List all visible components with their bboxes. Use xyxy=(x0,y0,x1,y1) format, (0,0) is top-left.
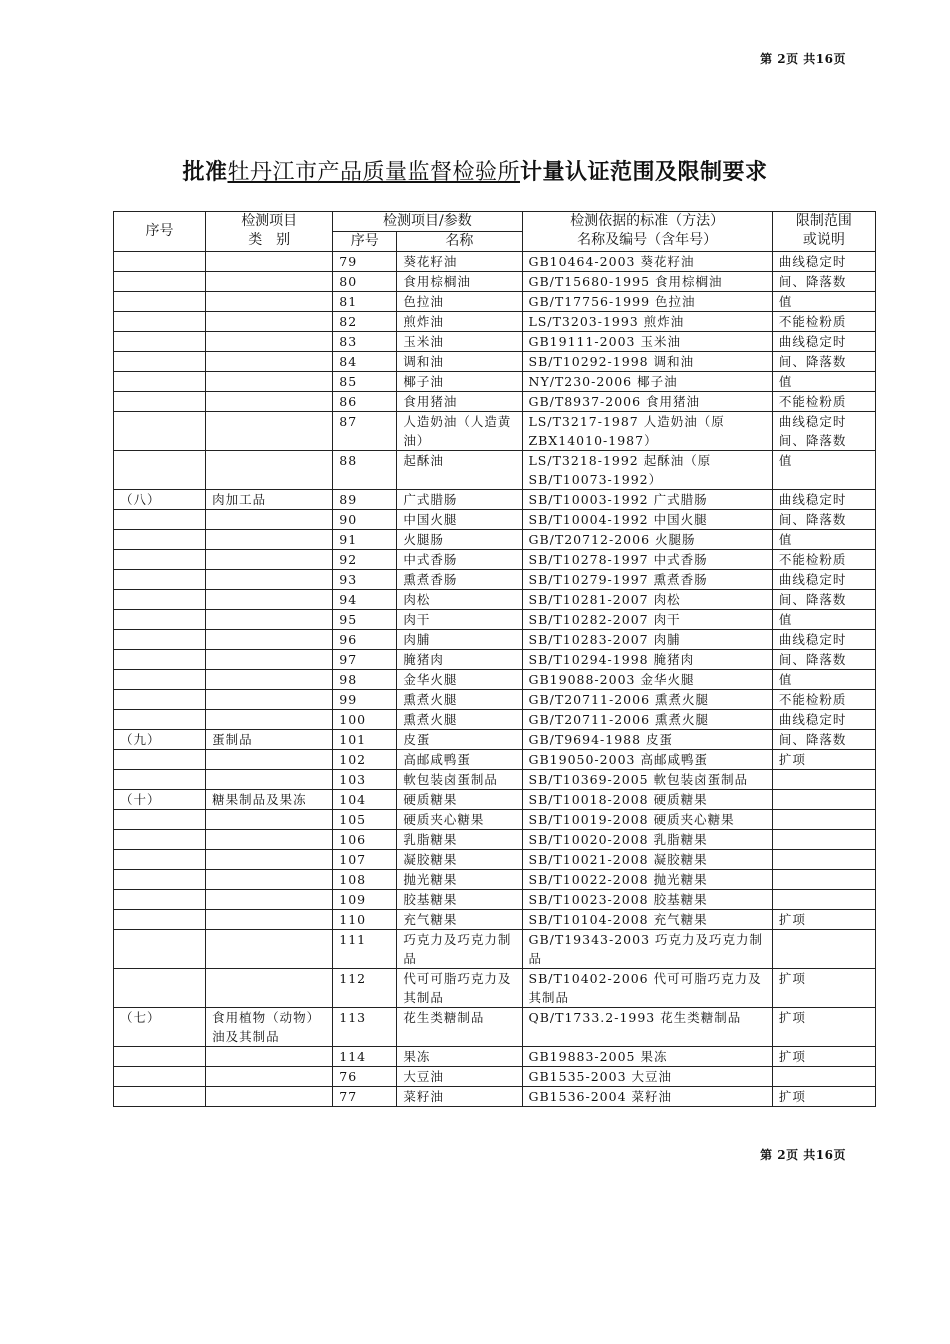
cell-standard: SB/T10021-2008 凝胶糖果 xyxy=(522,850,772,870)
cell-name: 果冻 xyxy=(397,1047,522,1067)
cell-limit: 值 xyxy=(772,530,875,550)
cell-category xyxy=(206,930,333,969)
cell-no: 100 xyxy=(333,710,397,730)
cell-category xyxy=(206,890,333,910)
cell-no: 110 xyxy=(333,910,397,930)
cell-category xyxy=(206,650,333,670)
table-header xyxy=(114,212,876,252)
cell-limit xyxy=(772,810,875,830)
cell-standard: SB/T10292-1998 调和油 xyxy=(522,352,772,372)
cell-name: 乳脂糖果 xyxy=(397,830,522,850)
cell-seq xyxy=(114,930,206,969)
cell-seq xyxy=(114,770,206,790)
cell-no: 91 xyxy=(333,530,397,550)
cell-standard: SB/T10104-2008 充气糖果 xyxy=(522,910,772,930)
cell-name: 金华火腿 xyxy=(397,670,522,690)
cell-seq: （七） xyxy=(114,1008,206,1047)
table-row xyxy=(114,690,876,710)
cell-standard: NY/T230-2006 椰子油 xyxy=(522,372,772,392)
cell-no: 92 xyxy=(333,550,397,570)
cell-limit: 扩项 xyxy=(772,1008,875,1047)
cell-standard: LS/T3217-1987 人造奶油（原 ZBX14010-1987） xyxy=(522,412,772,451)
table-row xyxy=(114,332,876,352)
cell-seq: （九） xyxy=(114,730,206,750)
title-prefix: 批准 xyxy=(182,159,228,185)
cell-no: 114 xyxy=(333,1047,397,1067)
cell-no: 101 xyxy=(333,730,397,750)
cell-limit: 间、降落数 xyxy=(772,590,875,610)
cell-name: 椰子油 xyxy=(397,372,522,392)
cell-category xyxy=(206,392,333,412)
cell-no: 113 xyxy=(333,1008,397,1047)
table-row xyxy=(114,910,876,930)
cell-seq xyxy=(114,352,206,372)
table-row xyxy=(114,372,876,392)
cell-limit: 间、降落数 xyxy=(772,272,875,292)
cell-no: 86 xyxy=(333,392,397,412)
table-row xyxy=(114,392,876,412)
table-row xyxy=(114,1047,876,1067)
cell-limit: 间、降落数 xyxy=(772,510,875,530)
table-row xyxy=(114,292,876,312)
cell-seq xyxy=(114,412,206,451)
cell-category xyxy=(206,252,333,272)
page-number-bottom: 第 2页 共16页 xyxy=(760,1148,846,1162)
cell-no: 107 xyxy=(333,850,397,870)
cell-seq xyxy=(114,690,206,710)
table-row xyxy=(114,252,876,272)
cell-limit: 曲线稳定时 xyxy=(772,490,875,510)
cell-standard: SB/T10020-2008 乳脂糖果 xyxy=(522,830,772,850)
table-row xyxy=(114,570,876,590)
header-seq: 序号 xyxy=(114,212,206,252)
table-row xyxy=(114,1087,876,1107)
cell-category xyxy=(206,372,333,392)
cell-standard: GB/T9694-1988 皮蛋 xyxy=(522,730,772,750)
cell-category xyxy=(206,910,333,930)
cell-name: 肉干 xyxy=(397,610,522,630)
table-row xyxy=(114,490,876,510)
cell-limit: 值 xyxy=(772,451,875,490)
cell-limit: 间、降落数 xyxy=(772,352,875,372)
cell-category xyxy=(206,710,333,730)
table-row xyxy=(114,930,876,969)
cell-no: 89 xyxy=(333,490,397,510)
cell-no: 106 xyxy=(333,830,397,850)
cell-standard: GB/T19343-2003 巧克力及巧克力制品 xyxy=(522,930,772,969)
cell-seq xyxy=(114,650,206,670)
table-row xyxy=(114,510,876,530)
cell-name: 腌猪肉 xyxy=(397,650,522,670)
cell-name: 硬质夹心糖果 xyxy=(397,810,522,830)
certification-table xyxy=(113,211,876,1107)
cell-limit xyxy=(772,850,875,870)
cell-no: 99 xyxy=(333,690,397,710)
cell-standard: SB/T10019-2008 硬质夹心糖果 xyxy=(522,810,772,830)
cell-category xyxy=(206,412,333,451)
page-number-top: 第 2页 共16页 xyxy=(760,52,846,66)
cell-no: 76 xyxy=(333,1067,397,1087)
cell-limit: 值 xyxy=(772,292,875,312)
table-row xyxy=(114,352,876,372)
cell-name: 胶基糖果 xyxy=(397,890,522,910)
cell-no: 88 xyxy=(333,451,397,490)
table-row xyxy=(114,610,876,630)
cell-category xyxy=(206,770,333,790)
cell-standard: GB/T20711-2006 熏煮火腿 xyxy=(522,710,772,730)
title-organization: 牡丹江市产品质量监督检验所 xyxy=(227,160,520,185)
cell-limit: 不能检粉质 xyxy=(772,690,875,710)
cell-standard: GB/T20712-2006 火腿肠 xyxy=(522,530,772,550)
header-standard: 检测依据的标准（方法） 名称及编号（含年号） xyxy=(522,212,772,252)
cell-category xyxy=(206,810,333,830)
cell-limit: 不能检粉质 xyxy=(772,312,875,332)
cell-name: 軟包装卤蛋制品 xyxy=(397,770,522,790)
cell-no: 83 xyxy=(333,332,397,352)
cell-seq xyxy=(114,1067,206,1087)
cell-limit: 值 xyxy=(772,372,875,392)
cell-no: 85 xyxy=(333,372,397,392)
cell-seq xyxy=(114,670,206,690)
cell-standard: GB19111-2003 玉米油 xyxy=(522,332,772,352)
cell-category: 糖果制品及果冻 xyxy=(206,790,333,810)
cell-standard: GB19883-2005 果冻 xyxy=(522,1047,772,1067)
cell-name: 肉松 xyxy=(397,590,522,610)
cell-standard: GB/T15680-1995 食用棕榈油 xyxy=(522,272,772,292)
cell-seq xyxy=(114,1047,206,1067)
cell-name: 巧克力及巧克力制品 xyxy=(397,930,522,969)
table-row xyxy=(114,790,876,810)
cell-category xyxy=(206,272,333,292)
cell-category xyxy=(206,352,333,372)
cell-name: 煎炸油 xyxy=(397,312,522,332)
cell-no: 90 xyxy=(333,510,397,530)
cell-name: 菜籽油 xyxy=(397,1087,522,1107)
table-row xyxy=(114,969,876,1008)
cell-category xyxy=(206,510,333,530)
cell-category xyxy=(206,670,333,690)
cell-name: 大豆油 xyxy=(397,1067,522,1087)
cell-limit: 值 xyxy=(772,670,875,690)
table-row xyxy=(114,850,876,870)
cell-category xyxy=(206,590,333,610)
cell-limit: 曲线稳定时 xyxy=(772,710,875,730)
cell-no: 98 xyxy=(333,670,397,690)
cell-standard: SB/T10022-2008 抛光糖果 xyxy=(522,870,772,890)
cell-limit: 扩项 xyxy=(772,750,875,770)
cell-limit: 不能检粉质 xyxy=(772,392,875,412)
cell-seq xyxy=(114,610,206,630)
cell-standard: GB/T20711-2006 熏煮火腿 xyxy=(522,690,772,710)
cell-limit xyxy=(772,1067,875,1087)
cell-seq xyxy=(114,252,206,272)
cell-no: 84 xyxy=(333,352,397,372)
cell-standard: GB/T17756-1999 色拉油 xyxy=(522,292,772,312)
cell-category xyxy=(206,690,333,710)
cell-limit xyxy=(772,890,875,910)
cell-name: 皮蛋 xyxy=(397,730,522,750)
cell-no: 105 xyxy=(333,810,397,830)
cell-seq xyxy=(114,510,206,530)
cell-seq xyxy=(114,590,206,610)
cell-category xyxy=(206,570,333,590)
table-row xyxy=(114,810,876,830)
cell-no: 80 xyxy=(333,272,397,292)
cell-standard: LS/T3218-1992 起酥油（原 SB/T10073-1992） xyxy=(522,451,772,490)
cell-category xyxy=(206,870,333,890)
cell-seq xyxy=(114,710,206,730)
cell-seq xyxy=(114,890,206,910)
cell-standard: SB/T10294-1998 腌猪肉 xyxy=(522,650,772,670)
cell-limit: 曲线稳定时 xyxy=(772,332,875,352)
cell-limit: 扩项 xyxy=(772,1047,875,1067)
header-category: 检测项目 类 别 xyxy=(206,212,333,252)
cell-category xyxy=(206,1047,333,1067)
cell-seq xyxy=(114,910,206,930)
cell-name: 硬质糖果 xyxy=(397,790,522,810)
cell-no: 97 xyxy=(333,650,397,670)
cell-name: 葵花籽油 xyxy=(397,252,522,272)
cell-seq: （十） xyxy=(114,790,206,810)
cell-standard: SB/T10278-1997 中式香肠 xyxy=(522,550,772,570)
table-row xyxy=(114,870,876,890)
cell-name: 花生类糖制品 xyxy=(397,1008,522,1047)
table-row xyxy=(114,550,876,570)
cell-category: 食用植物（动物）油及其制品 xyxy=(206,1008,333,1047)
cell-name: 中国火腿 xyxy=(397,510,522,530)
cell-no: 81 xyxy=(333,292,397,312)
cell-name: 熏煮火腿 xyxy=(397,690,522,710)
cell-category: 肉加工品 xyxy=(206,490,333,510)
cell-no: 79 xyxy=(333,252,397,272)
cell-standard: SB/T10279-1997 熏煮香肠 xyxy=(522,570,772,590)
cell-standard: GB10464-2003 葵花籽油 xyxy=(522,252,772,272)
cell-seq xyxy=(114,451,206,490)
cell-name: 色拉油 xyxy=(397,292,522,312)
cell-limit xyxy=(772,930,875,969)
cell-seq xyxy=(114,272,206,292)
cell-no: 111 xyxy=(333,930,397,969)
cell-seq xyxy=(114,550,206,570)
cell-category xyxy=(206,292,333,312)
cell-category xyxy=(206,1067,333,1087)
cell-seq xyxy=(114,312,206,332)
table-row xyxy=(114,630,876,650)
cell-category xyxy=(206,1087,333,1107)
cell-no: 94 xyxy=(333,590,397,610)
cell-name: 火腿肠 xyxy=(397,530,522,550)
cell-standard: SB/T10369-2005 軟包装卤蛋制品 xyxy=(522,770,772,790)
cell-name: 肉脯 xyxy=(397,630,522,650)
cell-standard: GB1535-2003 大豆油 xyxy=(522,1067,772,1087)
cell-no: 77 xyxy=(333,1087,397,1107)
cell-limit: 间、降落数 xyxy=(772,730,875,750)
cell-name: 起酥油 xyxy=(397,451,522,490)
cell-seq xyxy=(114,630,206,650)
table-row xyxy=(114,272,876,292)
cell-no: 104 xyxy=(333,790,397,810)
cell-name: 熏煮香肠 xyxy=(397,570,522,590)
table-row xyxy=(114,412,876,451)
table-row xyxy=(114,730,876,750)
cell-seq xyxy=(114,870,206,890)
cell-limit: 曲线稳定时 xyxy=(772,570,875,590)
cell-category xyxy=(206,969,333,1008)
table-row xyxy=(114,312,876,332)
cell-name: 玉米油 xyxy=(397,332,522,352)
cell-category: 蛋制品 xyxy=(206,730,333,750)
cell-seq xyxy=(114,969,206,1008)
cell-name: 广式腊肠 xyxy=(397,490,522,510)
cell-name: 食用棕榈油 xyxy=(397,272,522,292)
cell-category xyxy=(206,550,333,570)
cell-limit: 间、降落数 xyxy=(772,650,875,670)
table-row xyxy=(114,750,876,770)
cell-name: 食用猪油 xyxy=(397,392,522,412)
cell-standard: GB/T8937-2006 食用猪油 xyxy=(522,392,772,412)
cell-seq xyxy=(114,750,206,770)
cell-seq xyxy=(114,392,206,412)
cell-name: 代可可脂巧克力及其制品 xyxy=(397,969,522,1008)
cell-no: 112 xyxy=(333,969,397,1008)
cell-standard: LS/T3203-1993 煎炸油 xyxy=(522,312,772,332)
cell-standard: QB/T1733.2-1993 花生类糖制品 xyxy=(522,1008,772,1047)
cell-name: 中式香肠 xyxy=(397,550,522,570)
cell-limit: 曲线稳定时 xyxy=(772,252,875,272)
cell-no: 108 xyxy=(333,870,397,890)
cell-category xyxy=(206,530,333,550)
cell-seq: （八） xyxy=(114,490,206,510)
cell-limit xyxy=(772,830,875,850)
cell-limit xyxy=(772,790,875,810)
header-limit: 限制范围 或说明 xyxy=(772,212,875,252)
cell-name: 凝胶糖果 xyxy=(397,850,522,870)
table-row xyxy=(114,1008,876,1047)
table-row xyxy=(114,530,876,550)
cell-limit xyxy=(772,770,875,790)
cell-seq xyxy=(114,372,206,392)
cell-seq xyxy=(114,830,206,850)
table-row xyxy=(114,830,876,850)
cell-no: 87 xyxy=(333,412,397,451)
cell-standard: SB/T10402-2006 代可可脂巧克力及其制品 xyxy=(522,969,772,1008)
cell-standard: GB1536-2004 菜籽油 xyxy=(522,1087,772,1107)
cell-category xyxy=(206,750,333,770)
table-row xyxy=(114,670,876,690)
cell-standard: GB19088-2003 金华火腿 xyxy=(522,670,772,690)
cell-seq xyxy=(114,1087,206,1107)
cell-limit: 曲线稳定时 间、降落数 xyxy=(772,412,875,451)
cell-category xyxy=(206,850,333,870)
table-row xyxy=(114,770,876,790)
cell-name: 人造奶油（人造黄油） xyxy=(397,412,522,451)
cell-no: 109 xyxy=(333,890,397,910)
cell-no: 82 xyxy=(333,312,397,332)
cell-no: 93 xyxy=(333,570,397,590)
cell-limit xyxy=(772,870,875,890)
cell-category xyxy=(206,610,333,630)
cell-name: 抛光糖果 xyxy=(397,870,522,890)
cell-no: 103 xyxy=(333,770,397,790)
table-row xyxy=(114,451,876,490)
table-row xyxy=(114,890,876,910)
cell-category xyxy=(206,451,333,490)
cell-seq xyxy=(114,810,206,830)
cell-standard: SB/T10283-2007 肉脯 xyxy=(522,630,772,650)
cell-limit: 扩项 xyxy=(772,910,875,930)
cell-standard: SB/T10004-1992 中国火腿 xyxy=(522,510,772,530)
header-param-seq: 序号 xyxy=(333,232,397,252)
cell-no: 95 xyxy=(333,610,397,630)
table-row xyxy=(114,710,876,730)
cell-standard: SB/T10023-2008 胶基糖果 xyxy=(522,890,772,910)
cell-name: 高邮咸鸭蛋 xyxy=(397,750,522,770)
cell-standard: SB/T10018-2008 硬质糖果 xyxy=(522,790,772,810)
header-param-name: 名称 xyxy=(397,232,522,252)
table-body xyxy=(114,252,876,1107)
cell-name: 调和油 xyxy=(397,352,522,372)
header-param-group: 检测项目/参数 xyxy=(333,212,522,232)
cell-limit: 值 xyxy=(772,610,875,630)
cell-limit: 曲线稳定时 xyxy=(772,630,875,650)
table-row xyxy=(114,590,876,610)
cell-seq xyxy=(114,850,206,870)
cell-category xyxy=(206,630,333,650)
table-row xyxy=(114,1067,876,1087)
cell-seq xyxy=(114,332,206,352)
cell-seq xyxy=(114,530,206,550)
cell-category xyxy=(206,332,333,352)
cell-name: 充气糖果 xyxy=(397,910,522,930)
cell-limit: 扩项 xyxy=(772,1087,875,1107)
cell-no: 102 xyxy=(333,750,397,770)
cell-category xyxy=(206,312,333,332)
cell-standard: SB/T10281-2007 肉松 xyxy=(522,590,772,610)
cell-name: 熏煮火腿 xyxy=(397,710,522,730)
page-title xyxy=(0,155,950,186)
cell-limit: 扩项 xyxy=(772,969,875,1008)
cell-standard: SB/T10282-2007 肉干 xyxy=(522,610,772,630)
cell-seq xyxy=(114,292,206,312)
cell-seq xyxy=(114,570,206,590)
cell-standard: SB/T10003-1992 广式腊肠 xyxy=(522,490,772,510)
cell-limit: 不能检粉质 xyxy=(772,550,875,570)
cell-category xyxy=(206,830,333,850)
cell-no: 96 xyxy=(333,630,397,650)
cell-standard: GB19050-2003 高邮咸鸭蛋 xyxy=(522,750,772,770)
title-suffix: 计量认证范围及限制要求 xyxy=(520,159,768,185)
table-row xyxy=(114,650,876,670)
